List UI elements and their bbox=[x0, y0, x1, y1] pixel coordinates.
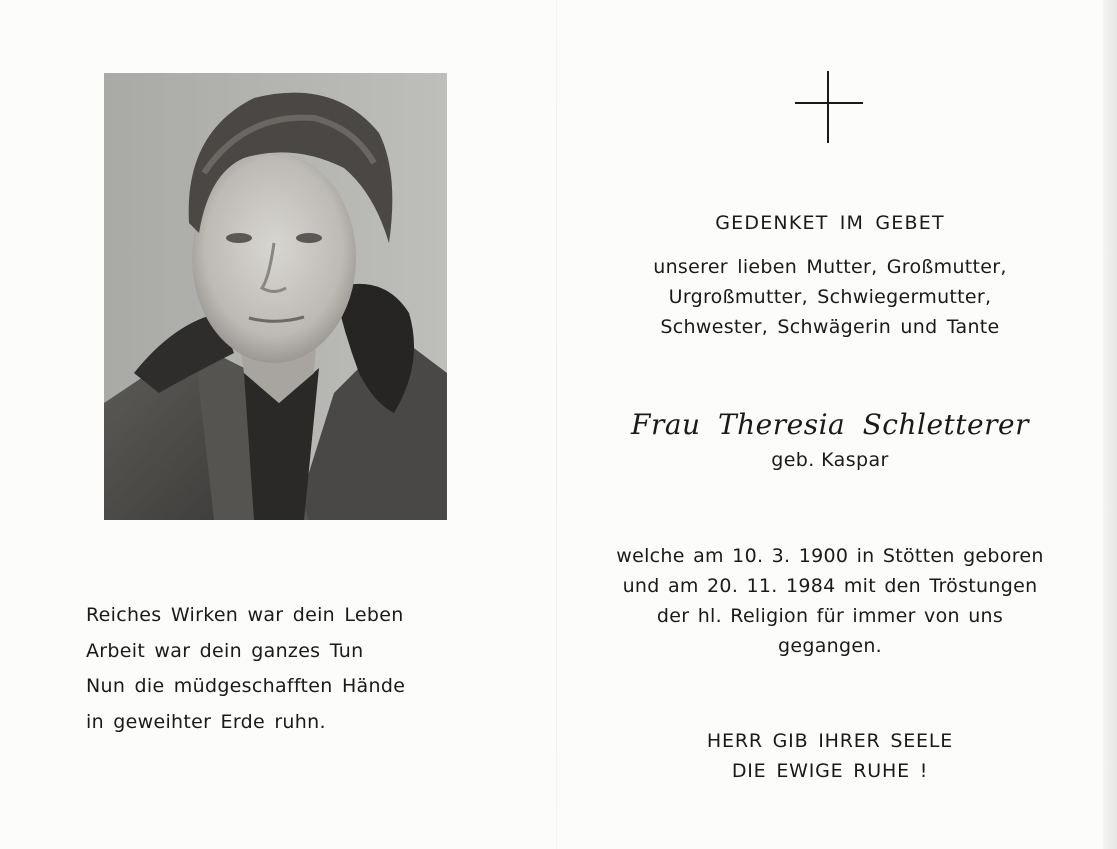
cross-horizontal-bar bbox=[795, 102, 863, 104]
poem-line: in geweihter Erde ruhn. bbox=[86, 710, 326, 733]
relations-line: Schwester, Schwägerin und Tante bbox=[660, 316, 1000, 338]
poem-line: Nun die müdgeschafften Hände bbox=[86, 675, 406, 697]
life-line: der hl. Religion für immer von uns bbox=[656, 605, 1004, 627]
life-line: welche am 10. 3. 1900 in Stötten geboren bbox=[616, 545, 1044, 567]
cross-icon bbox=[795, 71, 863, 143]
card-edge bbox=[1103, 0, 1117, 849]
life-line: und am 20. 11. 1984 mit den Tröstungen bbox=[622, 575, 1038, 597]
life-dates-text bbox=[580, 541, 1080, 661]
closing-prayer bbox=[580, 726, 1080, 786]
deceased-name: Frau Theresia Schletterer bbox=[631, 408, 1029, 441]
portrait-photo bbox=[104, 73, 447, 520]
prayer-line: HERR GIB IHRER SEELE bbox=[706, 730, 954, 752]
birth-name: geb. Kaspar bbox=[771, 449, 889, 471]
portrait-image bbox=[104, 73, 447, 520]
relations-line: unserer lieben Mutter, Großmutter, bbox=[653, 256, 1007, 278]
card-fold bbox=[556, 0, 557, 849]
poem-line: Reiches Wirken war dein Leben bbox=[86, 604, 404, 626]
poem-line: Arbeit war dein ganzes Tun bbox=[86, 639, 364, 662]
relations-text bbox=[580, 252, 1080, 342]
cross-vertical-bar bbox=[827, 71, 829, 143]
memorial-poem bbox=[86, 598, 405, 740]
relations-line: Urgroßmutter, Schwiegermutter, bbox=[668, 286, 992, 308]
memorial-heading: GEDENKET IM GEBET bbox=[715, 212, 945, 234]
life-line: gegangen. bbox=[777, 635, 883, 657]
prayer-line: DIE EWIGE RUHE ! bbox=[731, 760, 929, 782]
